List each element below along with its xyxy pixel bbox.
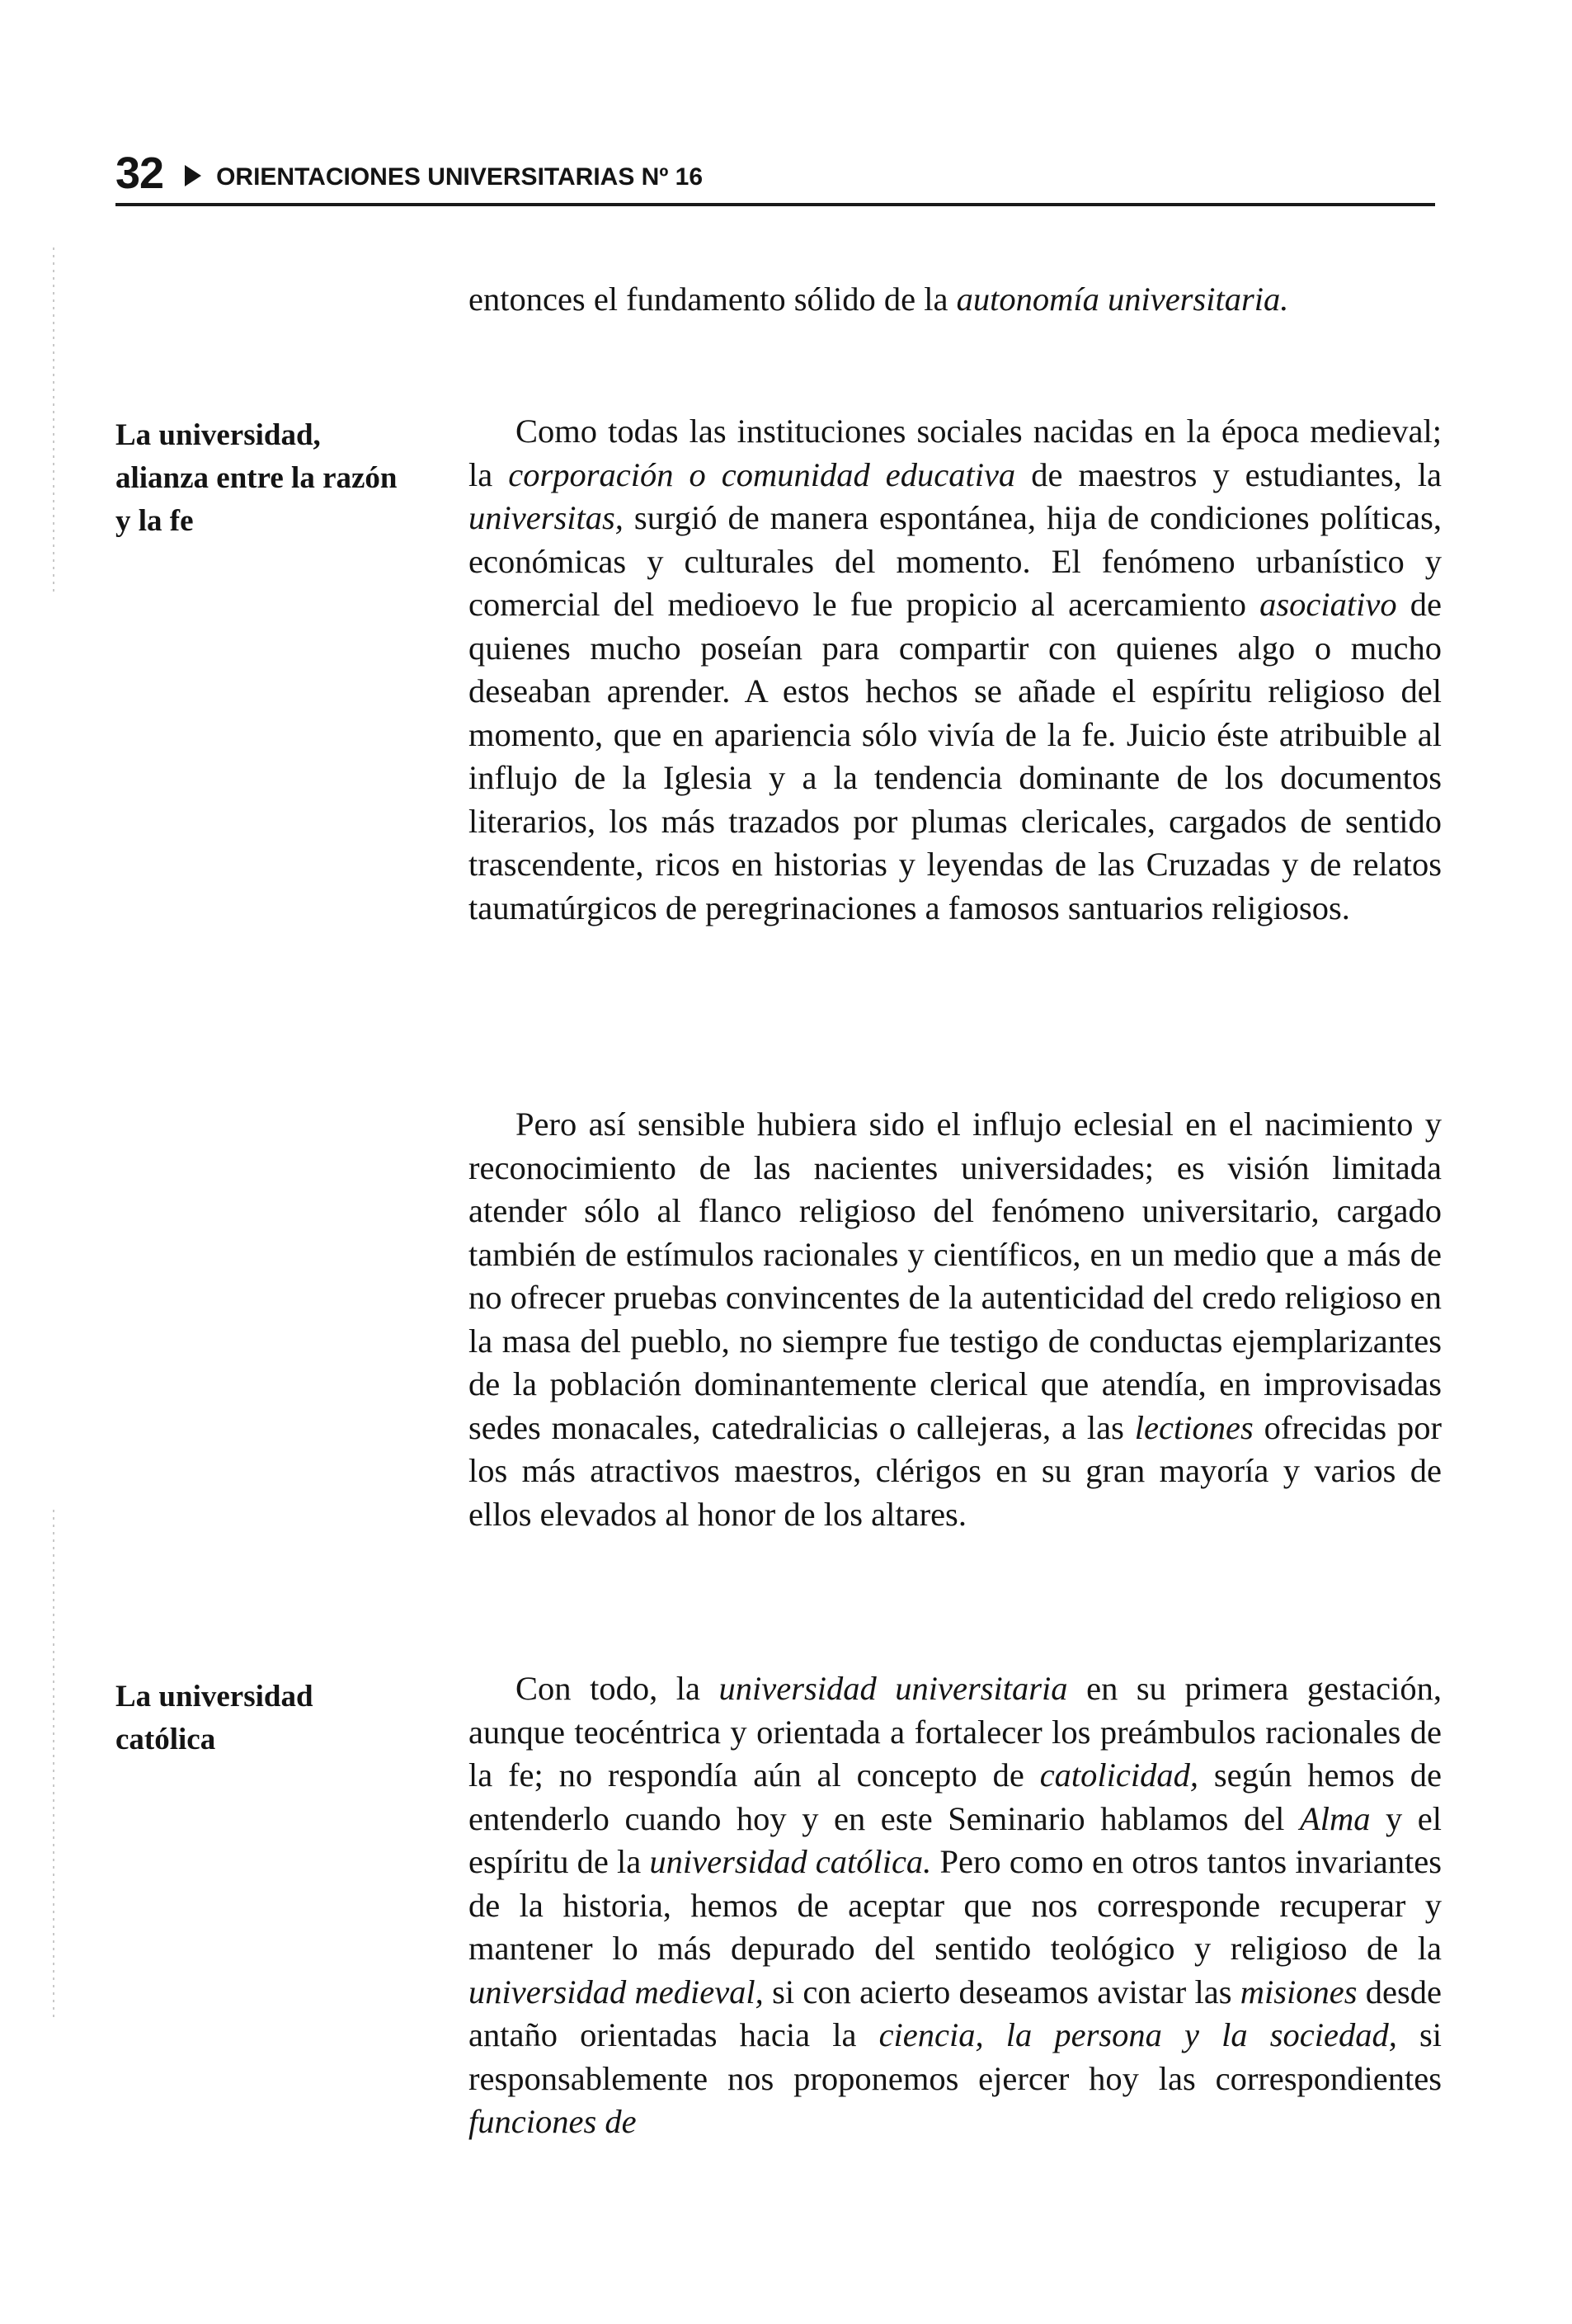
text-run: ofrecidas por los más atractivos maestros, clérigos en su gran mayoría y varios de ellos elevados al honor de los altares. bbox=[468, 1408, 1442, 1533]
body-text-column bbox=[468, 1103, 1442, 1536]
scan-edge-mark bbox=[53, 247, 54, 594]
text-run: entonces el fundamento sólido de la bbox=[468, 280, 957, 318]
italic-run: universidad universitaria bbox=[718, 1670, 1068, 1707]
italic-run: universitas, bbox=[468, 499, 624, 536]
text-run: si responsablemente nos proponemos ejercer hoy las correspondientes bbox=[468, 2016, 1443, 2097]
text-run: desde antaño orientadas hacia la bbox=[468, 1973, 1442, 2053]
running-title: ORIENTACIONES UNIVERSITARIAS Nº 16 bbox=[216, 163, 703, 191]
italic-run: funciones de bbox=[468, 2103, 637, 2140]
scan-edge-mark bbox=[53, 1510, 54, 2021]
body-text-column bbox=[468, 410, 1442, 930]
text-run: Pero así sensible hubiera sido el influjo eclesial en el nacimiento y reconocimiento de las nacientes universidades; es visión limitada atender sólo al flanco religioso del fenómeno universitario, cargado también de estímulos racionales y científicos, en un medio que a más de no ofrecer pruebas convincentes de la autenticidad del credo religioso en la masa del pueblo, no siempre fue testigo de conductas ejemplarizantes de la población dominantemente clerical que atendía, en improvisadas sedes monacales, catedralicias o callejeras, a las bbox=[468, 1105, 1442, 1446]
triangle-right-icon bbox=[185, 165, 201, 186]
body-text-column bbox=[468, 278, 1442, 322]
paragraph bbox=[468, 278, 1442, 322]
running-header bbox=[115, 150, 1435, 196]
margin-note-reason-faith: La universidad, alianza entre la razón y la fe bbox=[115, 418, 398, 538]
italic-run: corporación o comunidad educativa bbox=[508, 455, 1016, 493]
text-run: de quienes mucho poseían para compartir con quienes algo o mucho deseaban aprender. A estos hechos se añade el espíritu religioso del momento, que en apariencia sólo vivía de la fe. Juicio éste atribuible al influjo de la Iglesia y a la tendencia dominante de los documentos literarios, los más trazados por plumas clericales, cargados de sentido trascendente, ricos en historias y leyendas de las Cruzadas y de relatos taumatúrgicos de peregrinaciones a famosos santuarios religiosos. bbox=[468, 586, 1442, 926]
text-run: Con todo, la bbox=[515, 1670, 719, 1707]
page-number: 32 bbox=[115, 148, 164, 198]
text-run: Como todas las instituciones sociales nacidas en la época medieval; la bbox=[468, 412, 1442, 493]
italic-run: universidad medieval, bbox=[468, 1973, 764, 2011]
body-text-column bbox=[468, 1667, 1442, 2144]
header-rule bbox=[115, 203, 1435, 206]
italic-run: Alma bbox=[1299, 1799, 1371, 1837]
italic-run: asociativo bbox=[1259, 586, 1397, 623]
italic-run: misiones bbox=[1240, 1973, 1358, 2011]
italic-run: universidad católica. bbox=[649, 1843, 932, 1880]
text-run: según hemos de entenderlo cuando hoy y en este Seminario hablamos del bbox=[468, 1756, 1442, 1837]
italic-run: autonomía universitaria. bbox=[956, 280, 1289, 318]
text-run: de maestros y estudiantes, la bbox=[1015, 455, 1443, 493]
italic-run: catolicidad, bbox=[1039, 1756, 1199, 1794]
text-run: surgió de manera espontánea, hija de condiciones políticas, económicas y culturales del momento. El fenómeno urbanístico y comercial del medioevo le fue propicio al acercamiento bbox=[468, 499, 1442, 623]
italic-run: ciencia, la persona y la sociedad, bbox=[878, 2016, 1397, 2053]
margin-note-catholic-university: La universidad católica bbox=[115, 1680, 313, 1756]
paragraph bbox=[468, 1103, 1442, 1536]
paragraph bbox=[468, 410, 1442, 930]
text-run: si con acierto deseamos avistar las bbox=[763, 1973, 1240, 2011]
text-run: en su primera gestación, aunque teocéntrica y orientada a fortalecer los preámbulos racionales de la fe; no respondía aún al concepto de bbox=[468, 1670, 1442, 1794]
italic-run: lectiones bbox=[1134, 1408, 1254, 1446]
text-run: Pero como en otros tantos invariantes de la historia, hemos de aceptar que nos corresponde recuperar y mantener lo más depurado del sentido teológico y religioso de la bbox=[468, 1843, 1443, 1967]
paragraph bbox=[468, 1667, 1442, 2144]
text-run: y el espíritu de la bbox=[468, 1799, 1442, 1880]
